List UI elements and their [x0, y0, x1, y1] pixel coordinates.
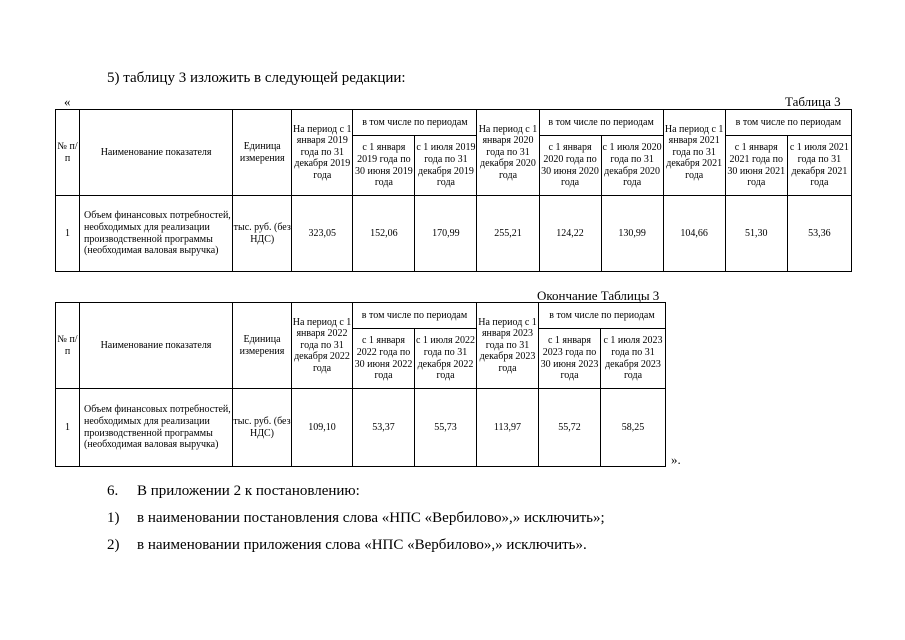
value-2019-h1: 152,06 — [353, 196, 415, 272]
header-2020-h2: с 1 июля 2020 года по 31 декабря 2020 года — [601, 136, 663, 196]
header-2019-h1: с 1 января 2019 года по 30 июня 2019 года — [353, 136, 415, 196]
table-3-part1 — [55, 109, 852, 272]
header-2023-h1: с 1 января 2023 года по 30 июня 2023 года — [539, 329, 601, 389]
value-2021-h1: 51,30 — [725, 196, 787, 272]
row-num: 1 — [56, 196, 80, 272]
row-unit: тыс. руб. (без НДС) — [233, 196, 292, 272]
item-1-text: в наименовании постановления слова «НПС «Вербилово»,» исключить»; — [137, 510, 605, 526]
open-quote: « — [64, 94, 71, 109]
header-num: № п/п — [56, 303, 80, 389]
item-1-num: 1) — [107, 510, 120, 526]
header-2021-total: На период с 1 января 2021 года по 31 декабря 2021 года — [663, 110, 725, 196]
value-2020-h1: 124,22 — [539, 196, 601, 272]
table-3-part2 — [55, 302, 666, 467]
header-2022-total: На период с 1 января 2022 года по 31 декабря 2022 года — [292, 303, 353, 389]
header-2023-h2: с 1 июля 2023 года по 31 декабря 2023 года — [601, 329, 666, 389]
value-2019-total: 323,05 — [292, 196, 353, 272]
header-2019-split: в том числе по периодам — [353, 110, 477, 136]
value-2023-h2: 58,25 — [601, 389, 666, 467]
row-unit: тыс. руб. (без НДС) — [233, 389, 292, 467]
header-2020-h1: с 1 января 2020 года по 30 июня 2020 года — [539, 136, 601, 196]
item-6-num: 6. — [107, 483, 119, 499]
header-unit: Единица измерения — [233, 110, 292, 196]
value-2023-total: 113,97 — [477, 389, 539, 467]
header-2020-split: в том числе по периодам — [539, 110, 663, 136]
value-2021-total: 104,66 — [663, 196, 725, 272]
header-2021-split: в том числе по периодам — [725, 110, 851, 136]
value-2021-h2: 53,36 — [787, 196, 851, 272]
header-2019-total: На период с 1 января 2019 года по 31 декабря 2019 года — [292, 110, 353, 196]
value-2022-h1: 53,37 — [353, 389, 415, 467]
close-quote: ». — [671, 452, 681, 467]
value-2020-h2: 130,99 — [601, 196, 663, 272]
row-name: Объем финансовых потребностей, необходимых для реализации производственной программы (необходимая валовая выручка) — [80, 196, 233, 272]
table-row — [56, 389, 666, 467]
header-2022-h2: с 1 июля 2022 года по 31 декабря 2022 года — [415, 329, 477, 389]
row-name: Объем финансовых потребностей, необходимых для реализации производственной программы (необходимая валовая выручка) — [80, 389, 233, 467]
item-2-num: 2) — [107, 537, 120, 553]
value-2023-h1: 55,72 — [539, 389, 601, 467]
value-2022-total: 109,10 — [292, 389, 353, 467]
header-2022-h1: с 1 января 2022 года по 30 июня 2022 года — [353, 329, 415, 389]
value-2019-h2: 170,99 — [415, 196, 477, 272]
header-num: № п/п — [56, 110, 80, 196]
header-2020-total: На период с 1 января 2020 года по 31 декабря 2020 года — [477, 110, 539, 196]
table-row — [56, 196, 852, 272]
header-2022-split: в том числе по периодам — [353, 303, 477, 329]
header-2023-split: в том числе по периодам — [539, 303, 666, 329]
table1-title: Таблица 3 — [785, 94, 841, 109]
item-2-text: в наименовании приложения слова «НПС «Вербилово»,» исключить». — [137, 537, 587, 553]
item-6-text: В приложении 2 к постановлению: — [137, 483, 360, 499]
header-2023-total: На период с 1 января 2023 года по 31 декабря 2023 года — [477, 303, 539, 389]
row-num: 1 — [56, 389, 80, 467]
header-unit: Единица измерения — [233, 303, 292, 389]
table2-title: Окончание Таблицы 3 — [537, 288, 660, 303]
header-name: Наименование показателя — [80, 303, 233, 389]
header-name: Наименование показателя — [80, 110, 233, 196]
header-2019-h2: с 1 июля 2019 года по 31 декабря 2019 года — [415, 136, 477, 196]
header-2021-h1: с 1 января 2021 года по 30 июня 2021 года — [725, 136, 787, 196]
value-2022-h2: 55,73 — [415, 389, 477, 467]
value-2020-total: 255,21 — [477, 196, 539, 272]
header-2021-h2: с 1 июля 2021 года по 31 декабря 2021 года — [787, 136, 851, 196]
intro-text: 5) таблицу 3 изложить в следующей редакции: — [107, 70, 406, 86]
